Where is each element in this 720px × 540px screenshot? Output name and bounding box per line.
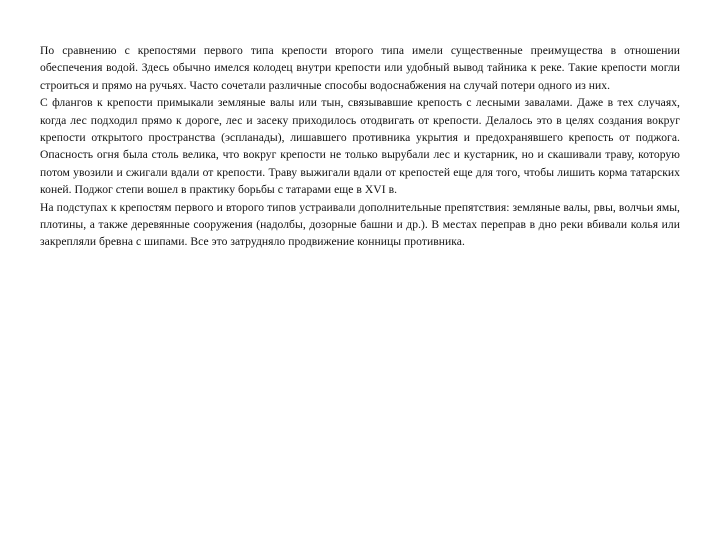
paragraph-water-supply: По сравнению с крепостями первого типа крепости второго типа имели существенные преимущества в отношении обеспечения водой. Здесь обычно имелся колодец внутри крепости или удобный вывод тайника к реке. Такие крепости могли строиться и прямо на ручьях. Часто сочетали различные способы водоснабжения на случай потери одного из них. [40,44,680,92]
paragraph-flanks-esplanade: С флангов к крепости примыкали земляные валы или тын, связывавшие крепость с лесными завалами. Даже в тех случаях, когда лес подходил прямо к дороге, лес и засеку приходилось отодвигать от крепости. Делалось это в целях создания вокруг крепости открытого пространства (эспланады), лишавшего противника укрытия и предохранявшего крепость от поджога. Опасность огня была столь велика, что вокруг крепости не только вырубали лес и кустарник, но и скашивали траву, которую потом увозили и сжигали вдали от крепости. Траву выжигали вдали от крепостей еще для того, чтобы лишить корма татарских коней. Поджог степи вошел в практику борьбы с татарами еще в XVI в. [40,96,680,197]
paragraph-approach-obstacles: На подступах к крепостям первого и второго типов устраивали дополнительные препятствия: земляные валы, рвы, волчьи ямы, плотины, а также деревянные сооружения (надолбы, дозорные башни и др.). В местах переправ в дно реки вбивали колья или закрепляли бревна с шипами. Все это затрудняло продвижение конницы противника. [40,200,680,249]
document-page [40,42,680,522]
